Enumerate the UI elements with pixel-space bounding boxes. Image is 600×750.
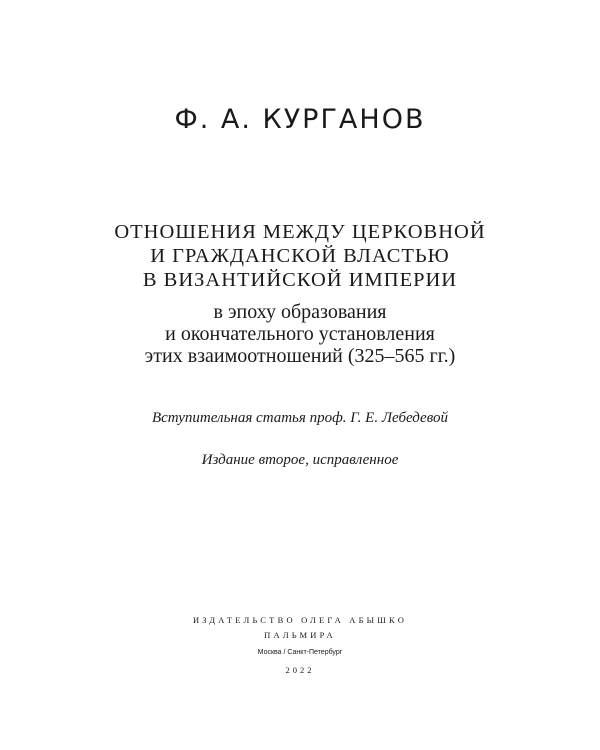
publisher-imprint: ПАЛЬМИРА	[264, 630, 336, 640]
book-subtitle-line-3: этих взаимоотношений (325–565 гг.)	[144, 345, 456, 367]
book-title-line-1: ОТНОШЕНИЯ МЕЖДУ ЦЕРКОВНОЙ	[114, 221, 486, 243]
book-title-line-2: И ГРАЖДАНСКОЙ ВЛАСТЬЮ	[150, 245, 450, 267]
author-name: Ф. А. КУРГАНОВ	[174, 104, 426, 135]
publication-cities: Москва / Санкт-Петербург	[257, 649, 343, 656]
edition-note: Издание второе, исправленное	[201, 452, 399, 468]
book-subtitle-line-1: в эпоху образования	[213, 301, 387, 323]
publisher-name: ИЗДАТЕЛЬСТВО ОЛЕГА АБЫШКО	[192, 615, 408, 625]
intro-note: Вступительная статья проф. Г. Е. Лебедевой	[151, 410, 449, 426]
publication-year: 2022	[285, 665, 315, 675]
book-subtitle-line-2: и окончательного установления	[165, 323, 435, 345]
book-title-line-3: В ВИЗАНТИЙСКОЙ ИМПЕРИИ	[142, 269, 458, 291]
